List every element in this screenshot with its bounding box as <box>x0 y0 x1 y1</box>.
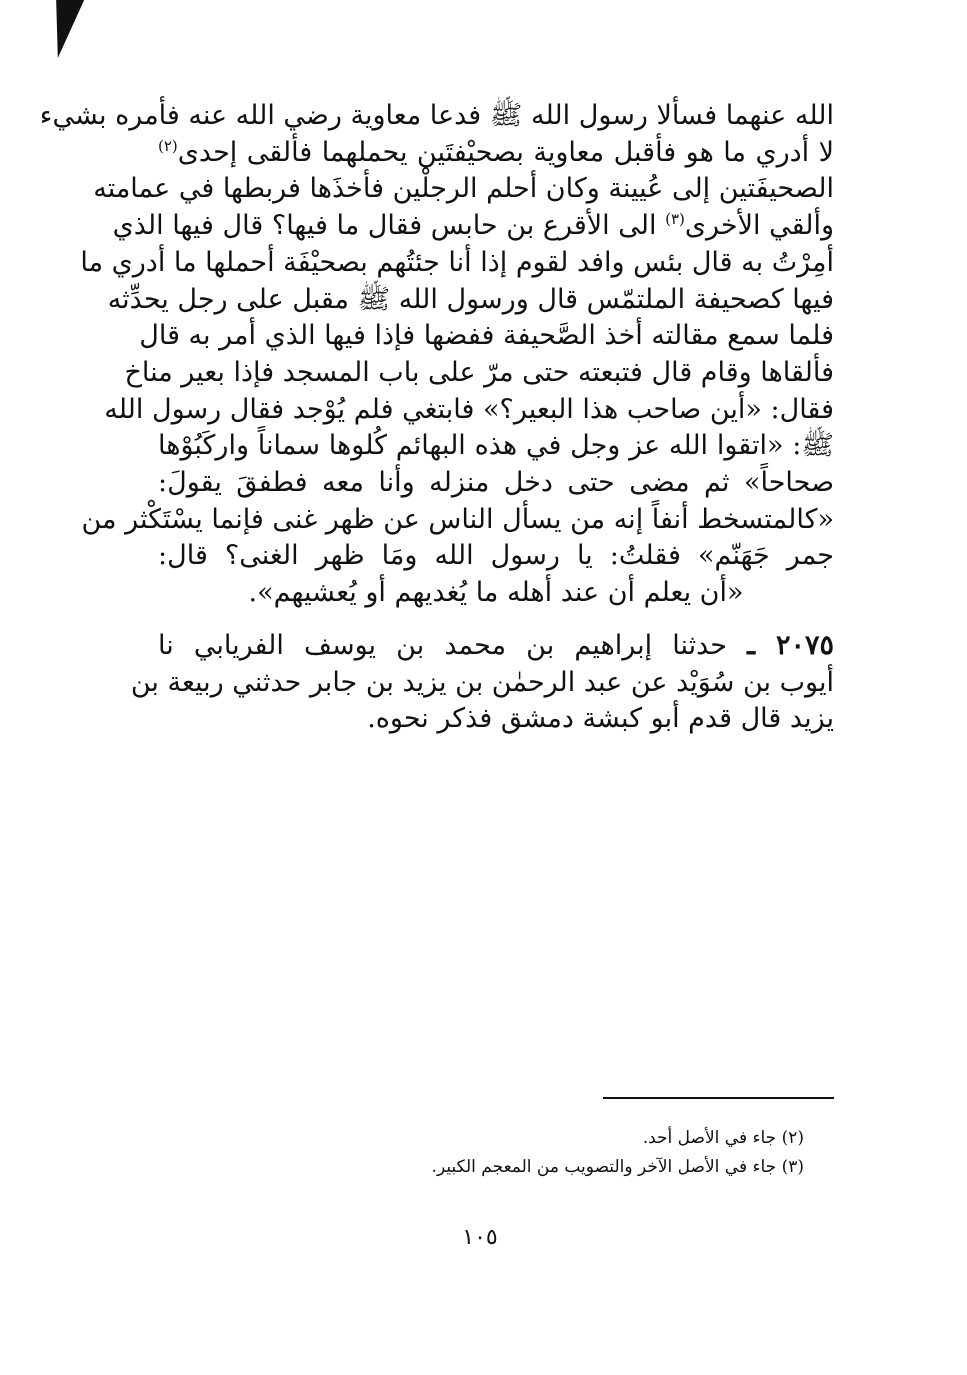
text-line-11: صحاحاً» ثم مضى حتى دخل منزله وأنا معه فطفقَ يقولَ: <box>158 467 834 499</box>
footnote-ref-3: (٣) <box>665 210 685 229</box>
text-line-6: فيها كصحيفة الملتمّس قال ورسول الله ﷺ مقبل على رجل يحدِّثه <box>107 283 834 315</box>
footnotes <box>350 1124 804 1182</box>
footnote-ref-2: (٢) <box>158 136 178 155</box>
hadith-number: ٢٠٧٥ ـ <box>747 629 834 661</box>
text-line-7: فلما سمع مقالته أخذ الصَّحيفة ففضها فإذا فيها الذي أمر به قال <box>139 320 834 352</box>
footnote-2: (٢) جاء في الأصل أحد. <box>642 1128 804 1148</box>
hadith-line-2: أيوب بن سُوَيْد عن عبد الرحمٰن بن يزيد بن جابر حدثني ربيعة بن <box>130 666 834 698</box>
text-line-2 <box>158 135 834 172</box>
text-line-9: فقال: «أين صاحب هذا البعير؟» فابتغي فلم يُوْجد فقال رسول الله <box>104 393 834 425</box>
text-line-10: ﷺ: «اتقوا الله عز وجل في هذه البهائم كُلوها سماناً واركَبُوْها <box>158 430 834 462</box>
page-number: ١٠٥ <box>462 1225 498 1250</box>
text-line-5: أمِرْتُ به قال بئس وافد لقوم إذا أنا جئتُهم بصحيْفَة أحملها ما أدري ما <box>80 246 834 278</box>
footnote-3: (٣) جاء في الأصل الآخر والتصويب من المعجم الكبير. <box>431 1157 804 1177</box>
hadith-line-1-content: حدثنا إبراهيم بن محمد بن يوسف الفريابي نا <box>158 629 727 661</box>
text-line-8: فألقاها وقام قال فتبعته حتى مرّ على باب المسجد فإذا بعير مناخ <box>124 356 834 388</box>
text-line-1: الله عنهما فسألا رسول الله ﷺ فدعا معاوية رضي الله عنه فأمره بشيء <box>39 100 834 131</box>
hadith-line-3: يزيد قال قدم أبو كبشة دمشق فذكر نحوه. <box>367 703 834 735</box>
text-line-4-start: وألقي الأخرى <box>684 210 834 242</box>
text-line-14: «أن يعلم أن عند أهله ما يُغديهم أو يُعشيهم». <box>248 577 744 609</box>
text-line-4 <box>112 208 834 245</box>
page-corner-mark <box>44 0 84 58</box>
text-line-3: الصحيفَتين إلى عُيينة وكان أحلم الرجلْين فأخذَها فربطها في عمامته <box>93 173 834 205</box>
text-line-2-content: لا أدري ما هو فأقبل معاوية بصحيْفتَين يحملهما فألقى إحدى <box>177 136 834 168</box>
text-line-13: جمر جَهَنّم» فقلتُ: يا رسول الله ومَا ظهر الغنى؟ قال: <box>158 540 834 572</box>
text-line-12: «كالمتسخط أنفاً إنه من يسأل الناس عن ظهر غنى فإنما يسْتَكْثر من <box>81 503 834 535</box>
footnote-divider <box>603 1097 834 1099</box>
hadith-line-1 <box>158 628 834 665</box>
main-text <box>39 98 834 738</box>
text-line-4-rest: الى الأقرع بن حابس فقال ما فيها؟ قال فيها الذي <box>112 210 666 242</box>
